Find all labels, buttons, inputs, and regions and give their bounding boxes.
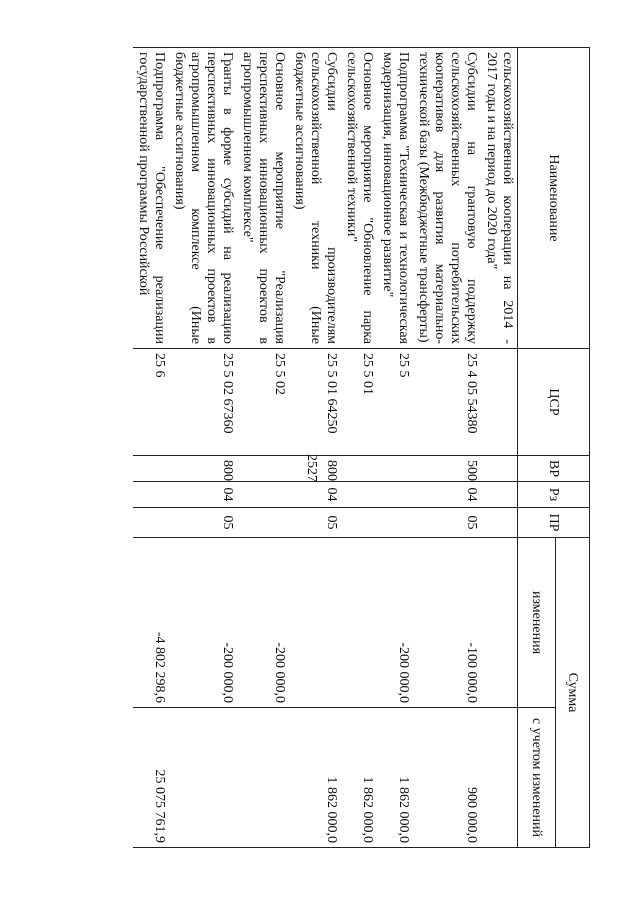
row-name: сельскохозяйственной кооперации на 2014 - 2017 годы и на период до 2020 года" [481,48,518,349]
row-rz: 04 [289,482,341,508]
row-name: Гранты в форме субсидий на реализацию перспективных инновационных проектов в агропромышленном комплексе (Иные бюджетные ассигнования) [169,48,237,349]
budget-table-rotated [105,47,590,847]
header-change: изменения [518,538,556,708]
header-vr: ВР [518,456,590,482]
row-name: Основное мероприятие "Реализация перспективных инновационных проектов в агропромышленном комплексе" [237,48,289,349]
row-pr [341,508,377,538]
row-name: Подпрограмма "Обеспечение реализации государственной программы Российской [133,48,169,349]
row-total: 1 862 000,0 [377,708,413,848]
table-body [133,48,518,848]
row-pr [237,508,289,538]
table-row [169,48,237,848]
budget-table [133,47,590,848]
row-rz [133,482,169,508]
row-csr: 25 5 02 [237,349,289,456]
table-row [237,48,289,848]
table-row [133,48,169,848]
row-vr: 800 [289,456,341,482]
row-rz [341,482,377,508]
table-row [289,48,341,848]
row-vr [237,456,289,482]
row-vr [377,456,413,482]
row-change: -200 000,0 [377,538,413,708]
row-csr: 25 5 01 64250 [289,349,341,456]
header-rz: Рз [518,482,590,508]
row-total: 1 862 000,0 [289,708,341,848]
row-csr [481,349,518,456]
row-csr: 25 5 02 67360 [169,349,237,456]
table-row [481,48,518,848]
row-change [481,538,518,708]
row-pr: 05 [169,508,237,538]
row-pr [377,508,413,538]
table-header [518,48,590,848]
header-pr: ПР [518,508,590,538]
table-row [341,48,377,848]
row-name: Основное мероприятие "Обновление парка сельскохозяйственной техники" [341,48,377,349]
row-change: -100 000,0 [413,538,481,708]
row-csr: 25 6 [133,349,169,456]
row-total: 1 862 000,0 [341,708,377,848]
row-change: -4 802 298,6 [133,538,169,708]
row-vr: 500 [413,456,481,482]
page-number: 2527 [304,454,319,482]
row-total [169,708,237,848]
table-row [413,48,481,848]
row-vr [481,456,518,482]
row-change [341,538,377,708]
row-pr [133,508,169,538]
row-vr: 800 [169,456,237,482]
header-with-changes: с учетом изменений [518,708,556,848]
row-rz [481,482,518,508]
header-name: Наименование [518,48,590,349]
row-csr: 25 4 05 54380 [413,349,481,456]
row-total [237,708,289,848]
row-total: 25 075 761,9 [133,708,169,848]
row-pr [481,508,518,538]
row-total [481,708,518,848]
row-csr: 25 5 01 [341,349,377,456]
row-vr [341,456,377,482]
row-vr [133,456,169,482]
header-csr: ЦСР [518,349,590,456]
row-rz: 04 [413,482,481,508]
row-pr: 05 [289,508,341,538]
row-rz: 04 [169,482,237,508]
header-sum: Сумма [556,538,590,848]
row-change [289,538,341,708]
row-csr: 25 5 [377,349,413,456]
row-rz [237,482,289,508]
row-pr: 05 [413,508,481,538]
row-name: Подпрограмма "Техническая и технологическая модернизация, инновационное развитие" [377,48,413,349]
row-change: -200 000,0 [237,538,289,708]
row-total: 900 000,0 [413,708,481,848]
row-rz [377,482,413,508]
row-name: Субсидии производителям сельскохозяйственной техники (Иные бюджетные ассигнования) [289,48,341,349]
row-change: -200 000,0 [169,538,237,708]
table-row [377,48,413,848]
row-name: Субсидии на грантовую поддержку сельскохозяйственных потребительских кооперативов для развития материально-технической базы (Межбюджетные трансферты) [413,48,481,349]
